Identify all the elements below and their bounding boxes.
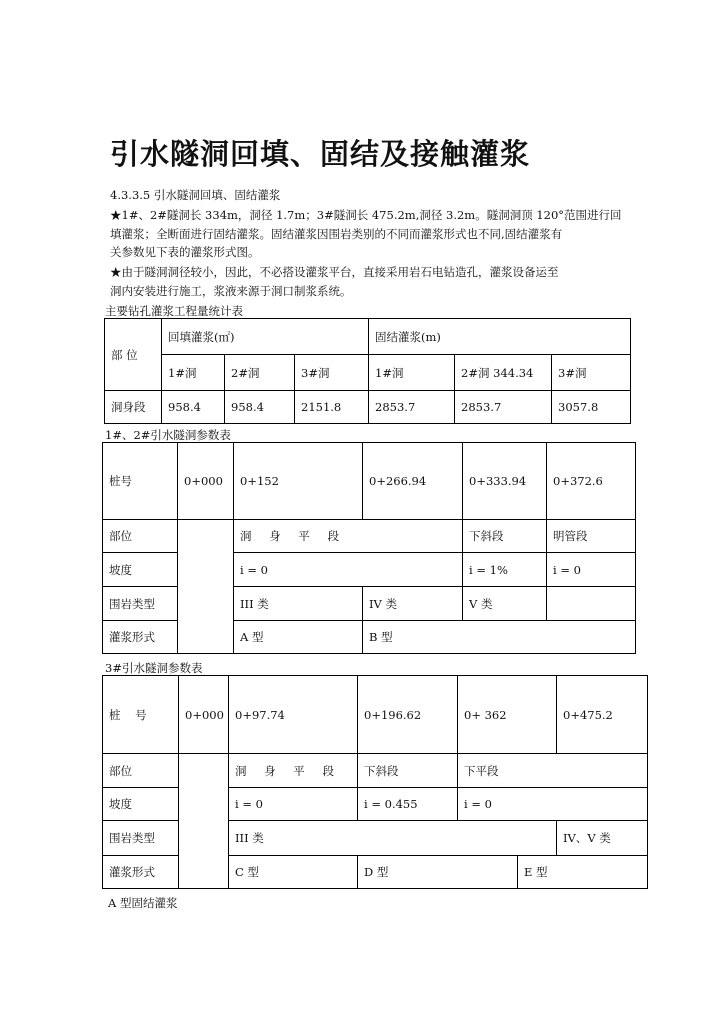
table1-col-header: 1#洞	[162, 355, 225, 391]
table-cell: D 型	[358, 856, 518, 889]
table-cell: III 类	[234, 587, 363, 621]
empty-cell	[178, 520, 234, 654]
table3-rock-label: 围岩类型	[103, 821, 179, 856]
table-cell: i = 1%	[463, 553, 547, 587]
table3-stake-label: 桩 号	[103, 676, 179, 754]
table3-part-label: 部位	[103, 754, 179, 788]
table-row	[103, 676, 648, 754]
table-cell: 下平段	[458, 754, 648, 788]
table1-col-header: 3#洞	[295, 355, 369, 391]
paragraph-line: ★由于隧洞洞径较小，因此，不必搭设灌浆平台，直接采用岩石电钻造孔，灌浆设备运至	[110, 265, 559, 279]
table1-caption: 主要钻孔灌浆工程量统计表	[105, 304, 243, 318]
table1-col-header: 1#洞	[369, 355, 455, 391]
table-cell: 0+000	[179, 676, 229, 754]
table-cell: 2853.7	[455, 391, 552, 424]
table-cell: 0+266.94	[363, 443, 463, 520]
tunnel-3-parameter-table	[102, 675, 648, 889]
table-cell: 0+372.6	[547, 443, 636, 520]
table-row	[103, 520, 636, 553]
table-cell: C 型	[229, 856, 358, 889]
table-cell: B 型	[363, 621, 636, 654]
table1-group-consolidation: 固结灌浆(m)	[369, 319, 631, 355]
table-cell: 958.4	[162, 391, 225, 424]
table-cell: IV、V 类	[557, 821, 648, 856]
table-row	[105, 391, 631, 424]
table1-col-header: 3#洞	[552, 355, 631, 391]
table-cell: III 类	[229, 821, 557, 856]
table2-rock-label: 围岩类型	[103, 587, 178, 621]
table2-part-label: 部位	[103, 520, 178, 553]
paragraph-2	[110, 263, 630, 300]
page-title: 引水隧洞回填、固结及接触灌浆	[110, 137, 531, 171]
table1-col-header: 2#洞 344.34	[455, 355, 552, 391]
paragraph-line: 关参数见下表的灌浆形式图。	[110, 245, 260, 259]
table2-caption: 1#、2#引水隧洞参数表	[105, 428, 231, 442]
table-cell: 下斜段	[463, 520, 547, 553]
table-cell: 2151.8	[295, 391, 369, 424]
tunnel-1-2-parameter-table	[102, 442, 636, 654]
table3-slope-label: 坡度	[103, 788, 179, 821]
table-cell: 0+ 362	[458, 676, 557, 754]
table-cell: 2853.7	[369, 391, 455, 424]
paragraph-line: 填灌浆；全断面进行固结灌浆。固结灌浆因围岩类别的不同而灌浆形式也不同,固结灌浆有	[110, 226, 563, 241]
table-cell: 0+152	[234, 443, 363, 520]
table-cell: i = 0	[547, 553, 636, 587]
table-cell: 洞 身 平 段	[234, 520, 463, 553]
empty-cell	[179, 754, 229, 889]
grouting-quantity-table	[104, 318, 631, 424]
table-cell	[547, 587, 636, 621]
table-cell: i = 0.455	[358, 788, 458, 821]
table-cell: 958.4	[225, 391, 295, 424]
table1-corner: 部 位	[105, 319, 162, 391]
table-cell: 0+000	[178, 443, 234, 520]
paragraph-line: 洞内安装进行施工，浆液来源于洞口制浆系统。	[110, 283, 352, 298]
table-row	[103, 754, 648, 788]
table-cell: 3057.8	[552, 391, 631, 424]
table-cell: 0+475.2	[557, 676, 648, 754]
table1-group-backfill: 回填灌浆(㎡)	[162, 319, 369, 355]
table-cell: 洞 身 平 段	[229, 754, 358, 788]
table-cell: V 类	[463, 587, 547, 621]
table2-grout-label: 灌浆形式	[103, 621, 178, 654]
table1-col-header: 2#洞	[225, 355, 295, 391]
paragraph-1	[110, 206, 630, 262]
table-cell: A 型	[234, 621, 363, 654]
table-cell: i = 0	[458, 788, 648, 821]
paragraph-line: ★1#、2#隧洞长 334m，洞径 1.7m；3#隧洞长 475.2m,洞径 3.2m。隧洞洞顶 120°范围进行回	[110, 208, 622, 222]
table-cell: IV 类	[363, 587, 463, 621]
table2-slope-label: 坡度	[103, 553, 178, 587]
table3-grout-label: 灌浆形式	[103, 856, 179, 889]
table-row	[103, 443, 636, 520]
table-cell: 下斜段	[358, 754, 458, 788]
table-cell: i = 0	[229, 788, 358, 821]
table2-stake-label: 桩号	[103, 443, 178, 520]
table-cell: 0+97.74	[229, 676, 358, 754]
table3-caption: 3#引水隧洞参数表	[105, 661, 203, 675]
table-cell: E 型	[518, 856, 648, 889]
table-cell: 明管段	[547, 520, 636, 553]
table1-row-label: 洞身段	[105, 391, 162, 424]
footer-caption: A 型固结灌浆	[108, 896, 178, 910]
table-cell: 0+333.94	[463, 443, 547, 520]
table-cell: i = 0	[234, 553, 463, 587]
table-cell: 0+196.62	[358, 676, 458, 754]
section-heading: 4.3.3.5 引水隧洞回填、固结灌浆	[110, 188, 281, 202]
